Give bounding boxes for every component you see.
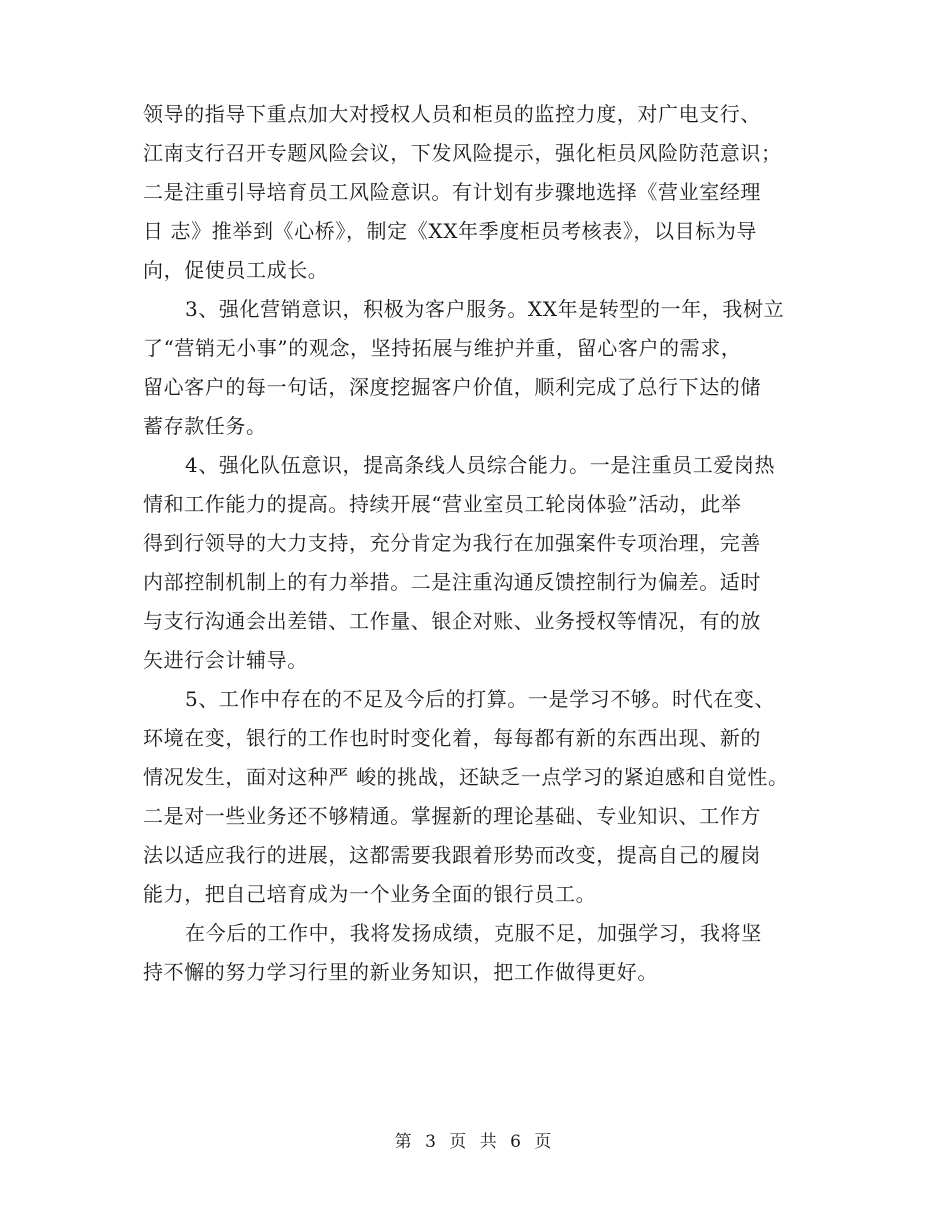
paragraph-line: 与支行沟通会出差错、工作量、银企对账、业务授权等情况，有的放 <box>143 609 761 633</box>
paragraph-line: 二是对一些业务还不够精通。掌握新的理论基础、专业知识、工作方 <box>143 804 761 828</box>
paragraph-line: 蓄存款任务。 <box>143 414 267 438</box>
paragraph-line: 留心客户的每一句话，深度挖掘客户价值，顺利完成了总行下达的储 <box>143 375 761 399</box>
paragraph-line: 内部控制机制上的有力举措。二是注重沟通反馈控制行为偏差。适时 <box>143 570 761 594</box>
paragraph-line: 能力，把自己培育成为一个业务全面的银行员工。 <box>143 882 597 906</box>
paragraph-line: 4、强化队伍意识，提高条线人员综合能力。一是注重员工爱岗热 <box>185 453 776 477</box>
paragraph-line: 领导的指导下重点加大对授权人员和柜员的监控力度，对广电支行、 <box>143 102 761 126</box>
paragraph-line: 3、强化营销意识，积极为客户服务。XX年是转型的一年，我树立 <box>185 297 785 321</box>
paragraph-line: 日 志》推举到《心桥》，制定《XX年季度柜员考核表》，以目标为导 <box>143 219 758 243</box>
paragraph-line: 法以适应我行的进展，这都需要我跟着形势而改变，提高自己的履岗 <box>143 843 761 867</box>
paragraph-line: 持不懈的努力学习行里的新业务知识，把工作做得更好。 <box>143 960 658 984</box>
paragraph-line: 在今后的工作中，我将发扬成绩，克服不足，加强学习，我将坚 <box>185 921 762 945</box>
paragraph-line: 情和工作能力的提高。持续开展“营业室员工轮岗体验”活动，此举 <box>143 492 742 516</box>
paragraph-line: 二是注重引导培育员工风险意识。有计划有步骤地选择《营业室经理 <box>143 180 761 204</box>
page-footer: 第 3 页 共 6 页 <box>394 1132 556 1152</box>
paragraph-line: 矢进行会计辅导。 <box>143 648 308 672</box>
paragraph-line: 5、工作中存在的不足及今后的打算。一是学习不够。时代在变、 <box>185 687 776 711</box>
paragraph-line: 江南支行召开专题风险会议，下发风险提示，强化柜员风险防范意识； <box>143 141 782 165</box>
paragraph-line: 环境在变，银行的工作也时时变化着，每每都有新的东西出现、新的 <box>143 726 761 750</box>
paragraph-line: 情况发生，面对这种严 峻的挑战，还缺乏一点学习的紧迫感和自觉性。 <box>143 765 789 789</box>
paragraph-line: 得到行领导的大力支持，充分肯定为我行在加强案件专项治理，完善 <box>143 531 761 555</box>
paragraph-line: 了“营销无小事”的观念，坚持拓展与维护并重，留心客户的需求， <box>143 336 742 360</box>
paragraph-line: 向，促使员工成长。 <box>143 258 329 282</box>
